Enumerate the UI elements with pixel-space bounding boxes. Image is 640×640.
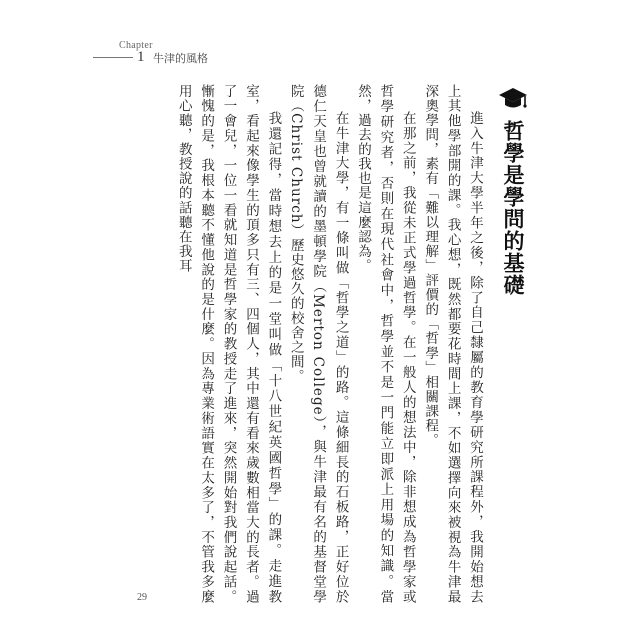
section-title: 哲學是學問的基礎 bbox=[501, 120, 525, 296]
page-number: 29 bbox=[137, 592, 147, 603]
chapter-number: 1 bbox=[137, 49, 145, 65]
paragraph-1: 進入牛津大學半年之後，除了自己隸屬的教育學研究所課程外，我開始想去上其他學部開的課。我心想，既然都要花時間上課，不如選擇向來被視為牛津最深奧學問，素有「難以理解」評價的「哲學」相關課程。 bbox=[422, 84, 483, 604]
chapter-title: 牛津的風格 bbox=[153, 52, 208, 65]
paragraph-3: 在牛津大學，有一條叫做「哲學之道」的路。這條細長的石板路，正好位於德仁天皇也曾就讀的墨頓學院（Merton College），與牛津最有名的基督堂學院（Christ Church）歷史悠久的校舍之間。 bbox=[287, 84, 349, 604]
paragraph-4: 我還記得，當時想去上的是一堂叫做「十八世紀英國哲學」的課。走進教室，看起來像學生的頂多只有三、四個人，其中還有看來歲數相當大的長者。過了一會兒，一位一看就知道是哲學家的教授走了進來，突然開始對我們說起話。慚愧的是，我根本聽不懂他說的是什麼。因為專業術語實在太多了，不管我多麼用心聽，教授說的話聽在我耳 bbox=[175, 84, 282, 604]
chapter-rule bbox=[93, 57, 133, 58]
running-header bbox=[93, 40, 263, 66]
section-heading bbox=[496, 84, 530, 604]
paragraph-2: 在那之前，我從未正式學過哲學。在一般人的想法中，除非想成為哲學家或哲學研究者，否則在現代社會中，哲學並不是一門能立即派上用場的知識。當然，過去的我也是這麼認為。 bbox=[354, 84, 416, 604]
vertical-text-body bbox=[158, 84, 530, 604]
chapter-label: Chapter bbox=[119, 40, 153, 51]
graduation-cap-icon bbox=[498, 84, 528, 114]
